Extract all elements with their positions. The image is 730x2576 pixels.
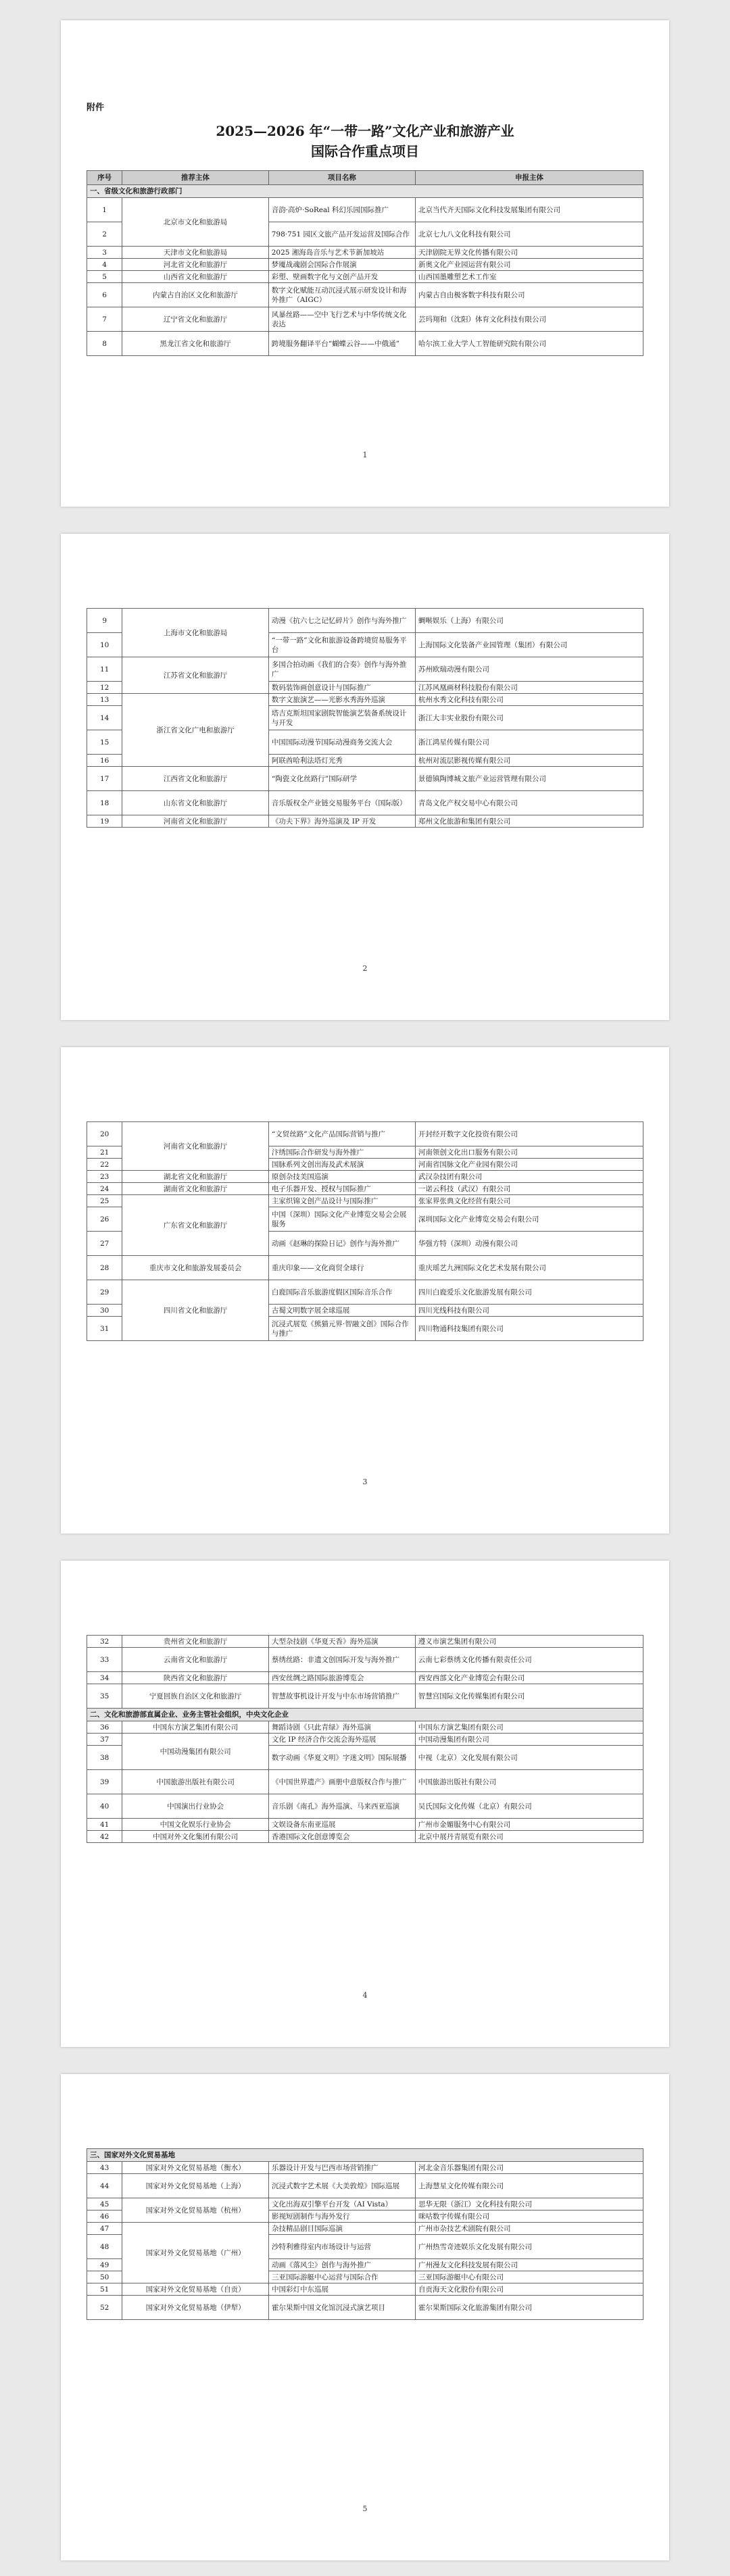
table-body	[87, 1636, 643, 1843]
applicant-cell: 张家界张典文化经营有限公司	[415, 1195, 643, 1207]
applicant-cell: 西安西部文化产业博览会有限公司	[415, 1672, 643, 1684]
project-name-cell: 《功夫下界》海外巡演及 IP 开发	[268, 815, 415, 828]
project-name-cell: 塔吉克斯坦国家剧院智能演艺装备系统设计与开发	[268, 706, 415, 730]
table-row	[87, 198, 643, 222]
applicant-cell: 江苏风凰画材科技股份有限公司	[415, 682, 643, 694]
applicant-cell: 中国东方演艺集团有限公司	[415, 1721, 643, 1734]
table-row	[87, 332, 643, 356]
applicant-cell: 智慧宫国际文化传媒集团有限公司	[415, 1684, 643, 1709]
table-row	[87, 1648, 643, 1672]
table-row	[87, 1831, 643, 1843]
project-name-cell: 2025 湘海岛音乐与艺术节新加坡站	[268, 247, 415, 259]
row-number-cell: 19	[87, 815, 122, 828]
applicant-cell: 四川光线科技有限公司	[415, 1305, 643, 1317]
applicant-cell: 青岛文化产权交易中心有限公司	[415, 791, 643, 815]
row-number-cell: 6	[87, 283, 122, 307]
table-row	[87, 694, 643, 706]
applicant-cell: 北京中展丹青展览有限公司	[415, 1831, 643, 1843]
project-name-cell: 重庆印象——文化商贸全球行	[268, 1256, 415, 1280]
document-page-3	[61, 1047, 669, 1534]
project-name-cell: 动漫《抗六七之记忆碎片》创作与海外推广	[268, 609, 415, 633]
project-name-cell: 主家织锦文创产品设计与国际推广	[268, 1195, 415, 1207]
project-name-cell: 舞蹈诗剧《只此青绿》海外巡演	[268, 1721, 415, 1734]
table-row	[87, 815, 643, 828]
project-name-cell: 798·751 园区文旅产品开发运营及国际合作	[268, 222, 415, 247]
row-number-cell: 52	[87, 2296, 122, 2320]
row-number-cell: 5	[87, 271, 122, 283]
applicant-cell: 中视（北京）文化发展有限公司	[415, 1746, 643, 1770]
project-name-cell: 蔡绣丝路：非遗文创国际开发与海外推广	[268, 1648, 415, 1672]
project-name-cell: 智慧故事机设计开发与中东市场营销推广	[268, 1684, 415, 1709]
table-row	[87, 259, 643, 271]
recommender-cell: 重庆市文化和旅游发展委员会	[122, 1256, 269, 1280]
row-number-cell: 15	[87, 730, 122, 755]
row-number-cell: 39	[87, 1770, 122, 1794]
section-row	[87, 2149, 643, 2162]
recommender-cell: 浙江省文化广电和旅游厅	[122, 694, 269, 767]
applicant-cell: 吴氏国际文化传媒（北京）有限公司	[415, 1794, 643, 1819]
header-applicant: 申报主体	[416, 171, 643, 185]
row-number-cell: 10	[87, 633, 122, 657]
table-row	[87, 247, 643, 259]
recommender-cell: 国家对外文化贸易基地（杭州）	[122, 2198, 269, 2223]
project-name-cell: 音韵·高炉·SoReal 科幻乐园国际推广	[268, 198, 415, 222]
project-name-cell: 西安丝绸之路国际旅游博览会	[268, 1672, 415, 1684]
table-row	[87, 1794, 643, 1819]
row-number-cell: 32	[87, 1636, 122, 1648]
table-row	[87, 2174, 643, 2198]
row-number-cell: 37	[87, 1734, 122, 1746]
page-number: 5	[362, 2504, 368, 2513]
table-row	[87, 1122, 643, 1146]
table-row	[87, 2283, 643, 2296]
row-number-cell: 40	[87, 1794, 122, 1819]
recommender-cell: 中国动漫集团有限公司	[122, 1734, 269, 1770]
applicant-cell: 郑州文化旅游和集团有限公司	[415, 815, 643, 828]
applicant-cell: 内蒙古自由极客数字科技有限公司	[416, 283, 643, 307]
document-page-4	[61, 1561, 669, 2047]
applicant-cell: 遵义市演艺集团有限公司	[415, 1636, 643, 1648]
table-body	[87, 609, 643, 828]
project-name-cell: 古蜀文明数字展全球巡展	[268, 1305, 415, 1317]
applicant-cell: 杭州水秀文化科技有限公司	[415, 694, 643, 706]
recommender-cell: 贵州省文化和旅游厅	[122, 1636, 269, 1648]
row-number-cell: 1	[87, 198, 122, 222]
project-name-cell: 大型杂技剧《华夏天香》海外巡演	[268, 1636, 415, 1648]
table-row	[87, 271, 643, 283]
applicant-cell: 广州市杂技艺术剧院有限公司	[416, 2223, 643, 2235]
recommender-cell: 黑龙江省文化和旅游厅	[122, 332, 268, 356]
recommender-cell: 山东省文化和旅游厅	[122, 791, 269, 815]
recommender-cell: 天津市文化和旅游局	[122, 247, 268, 259]
project-name-cell: 中国彩灯中东巡展	[268, 2283, 415, 2296]
table-body	[87, 1122, 643, 1341]
row-number-cell: 17	[87, 767, 122, 791]
project-name-cell: 数字文化赋能互动沉浸式展示研发设计和海外推广（AIGC）	[268, 283, 415, 307]
project-name-cell: 阿联酋哈利法塔灯光秀	[268, 755, 415, 767]
projects-table-page-5	[87, 2148, 643, 2320]
recommender-cell: 云南省文化和旅游厅	[122, 1648, 269, 1672]
applicant-cell: 哈尔滨工业大学人工智能研究院有限公司	[416, 332, 643, 356]
table-row	[87, 1721, 643, 1734]
recommender-cell: 河南省文化和旅游厅	[122, 1122, 269, 1171]
section-heading: 三、国家对外文化贸易基地	[87, 2149, 643, 2162]
row-number-cell: 36	[87, 1721, 122, 1734]
row-number-cell: 34	[87, 1672, 122, 1684]
recommender-cell: 湖南省文化和旅游厅	[122, 1183, 269, 1195]
table-row	[87, 283, 643, 307]
row-number-cell: 22	[87, 1159, 122, 1171]
table-row	[87, 2223, 643, 2235]
table-header-row	[87, 171, 643, 185]
applicant-cell: 四川物通科技集团有限公司	[415, 1317, 643, 1341]
project-name-cell: 原创杂技美国巡演	[268, 1171, 415, 1183]
project-name-cell: 数字动画《华夏文明》字迷文明》国际展播	[268, 1746, 415, 1770]
project-name-cell: 沉浸式数字艺术展《大美敦煌》国际巡展	[268, 2174, 415, 2198]
project-name-cell: 沉浸式展览《熊猫元界·智融文创》国际合作与推广	[268, 1317, 415, 1341]
recommender-cell: 四川省文化和旅游厅	[122, 1280, 269, 1341]
applicant-cell: 杭州对流层影视传媒有限公司	[415, 755, 643, 767]
recommender-cell: 国家对外文化贸易基地（上海）	[122, 2174, 269, 2198]
row-number-cell: 7	[87, 307, 122, 332]
row-number-cell: 46	[87, 2211, 122, 2223]
projects-table-page-3	[87, 1121, 643, 1341]
recommender-cell: 湖北省文化和旅游厅	[122, 1171, 269, 1183]
applicant-cell: 深圳国际文化产业博览交易会有限公司	[415, 1207, 643, 1232]
applicant-cell: 北京七九八文化科技有限公司	[416, 222, 643, 247]
project-name-cell: 跨境服务翻译平台“蝴蝶云谷——中俄通”	[268, 332, 415, 356]
recommender-cell: 国家对外文化贸易基地（伊犁）	[122, 2296, 269, 2320]
project-name-cell: 三亚国际游艇中心运营与国际合作	[268, 2271, 415, 2283]
table-row	[87, 1171, 643, 1183]
project-name-cell: 数字文旅演艺——光影水秀海外巡演	[268, 694, 415, 706]
row-number-cell: 44	[87, 2174, 122, 2198]
table-row	[87, 1183, 643, 1195]
applicant-cell: 北京当代齐天国际文化科技发展集团有限公司	[416, 198, 643, 222]
recommender-cell: 北京市文化和旅游局	[122, 198, 268, 247]
recommender-cell: 中国演出行业协会	[122, 1794, 269, 1819]
page-number: 1	[362, 451, 368, 459]
project-name-cell: 霍尔果斯中国文化馆沉浸式演艺项目	[268, 2296, 415, 2320]
project-name-cell: “一带一路”文化和旅游设备跨境贸易服务平台	[268, 633, 415, 657]
row-number-cell: 31	[87, 1317, 122, 1341]
projects-table-page-1	[87, 170, 643, 356]
section-row	[87, 185, 643, 198]
project-name-cell: 文化 IP 经济合作交流会海外巡展	[268, 1734, 415, 1746]
project-name-cell: 数码装饰画创意设计与国际推广	[268, 682, 415, 694]
project-name-cell: “文贸丝路”文化产品国际营销与推广	[268, 1122, 415, 1146]
table-row	[87, 307, 643, 332]
applicant-cell: 四川白鹿爱乐文化旅游发展有限公司	[415, 1280, 643, 1305]
applicant-cell: 河北金音乐器集团有限公司	[416, 2162, 643, 2174]
table-row	[87, 2198, 643, 2211]
project-name-cell: 影视短剧制作与海外发行	[268, 2211, 415, 2223]
row-number-cell: 16	[87, 755, 122, 767]
row-number-cell: 23	[87, 1171, 122, 1183]
document-page-1	[61, 20, 669, 507]
section-heading: 一、省级文化和旅游行政部门	[87, 185, 643, 198]
recommender-cell: 中国对外文化集团有限公司	[122, 1831, 269, 1843]
applicant-cell: 云南七彩蔡绣文化传播有限责任公司	[415, 1648, 643, 1672]
project-name-cell: 文化出海双引擎平台开发（AI Vista）	[268, 2198, 415, 2211]
table-row	[87, 1636, 643, 1648]
applicant-cell: 咪咕数字传媒有限公司	[416, 2211, 643, 2223]
row-number-cell: 49	[87, 2259, 122, 2271]
project-name-cell: 音乐版权全产业链交易服务平台（国际版）	[268, 791, 415, 815]
row-number-cell: 13	[87, 694, 122, 706]
table-row	[87, 2162, 643, 2174]
document-page-2	[61, 534, 669, 1020]
project-name-cell: 文娱设备东南亚巡展	[268, 1819, 415, 1831]
applicant-cell: 上海国际文化装备产业园管理（集团）有限公司	[415, 633, 643, 657]
project-name-cell: 国脉系列文创出海及武术展演	[268, 1159, 415, 1171]
project-name-cell: 动画《赵琳的探险日记》创作与海外推广	[268, 1232, 415, 1256]
project-name-cell: 汴绣国际合作研发与海外推广	[268, 1146, 415, 1159]
row-number-cell: 28	[87, 1256, 122, 1280]
row-number-cell: 24	[87, 1183, 122, 1195]
applicant-cell: 河南领创文化出口服务有限公司	[415, 1146, 643, 1159]
row-number-cell: 26	[87, 1207, 122, 1232]
row-number-cell: 51	[87, 2283, 122, 2296]
applicant-cell: 河南省国脉文化产业园有限公司	[415, 1159, 643, 1171]
table-row	[87, 1684, 643, 1709]
row-number-cell: 21	[87, 1146, 122, 1159]
project-name-cell: 沙特利雅得室内市场设计与运营	[268, 2235, 415, 2259]
row-number-cell: 41	[87, 1819, 122, 1831]
recommender-cell: 陕西省文化和旅游厅	[122, 1672, 269, 1684]
row-number-cell: 42	[87, 1831, 122, 1843]
recommender-cell: 河北省文化和旅游厅	[122, 259, 268, 271]
row-number-cell: 8	[87, 332, 122, 356]
table-row	[87, 1195, 643, 1207]
recommender-cell: 内蒙古自治区文化和旅游厅	[122, 283, 268, 307]
row-number-cell: 18	[87, 791, 122, 815]
applicant-cell: 一诺云科技（武汉）有限公司	[415, 1183, 643, 1195]
applicant-cell: 景德镇陶博城文旅产业运营管理有限公司	[415, 767, 643, 791]
row-number-cell: 30	[87, 1305, 122, 1317]
project-name-cell: 中国国际动漫节国际动漫商务交流大会	[268, 730, 415, 755]
table-row	[87, 791, 643, 815]
applicant-cell: 蜩啭娱乐（上海）有限公司	[415, 609, 643, 633]
section-row	[87, 1709, 643, 1721]
project-name-cell: 电子乐器开发、授权与国际推广	[268, 1183, 415, 1195]
section-heading: 二、文化和旅游部直属企业、业务主管社会组织，中央文化企业	[87, 1709, 643, 1721]
recommender-cell: 江苏省文化和旅游厅	[122, 657, 269, 694]
page-number: 4	[362, 1991, 368, 2000]
project-name-cell: 动画《落风尘》创作与海外推广	[268, 2259, 415, 2271]
project-name-cell: 《中国世界遗产》画册中意版权合作与推广	[268, 1770, 415, 1794]
table-body	[87, 185, 643, 356]
recommender-cell: 中国文化娱乐行业协会	[122, 1819, 269, 1831]
applicant-cell: 中国旅游出版社有限公司	[415, 1770, 643, 1794]
project-name-cell: 杂技精品剧目国际巡演	[268, 2223, 415, 2235]
row-number-cell: 43	[87, 2162, 122, 2174]
recommender-cell: 上海市文化和旅游局	[122, 609, 269, 657]
row-number-cell: 50	[87, 2271, 122, 2283]
applicant-cell: 浙江鸿星传媒有限公司	[415, 730, 643, 755]
recommender-cell: 广东省文化和旅游厅	[122, 1195, 269, 1256]
applicant-cell: 广州漫友文化科技发展有限公司	[416, 2259, 643, 2271]
recommender-cell: 江西省文化和旅游厅	[122, 767, 269, 791]
header-no: 序号	[87, 171, 122, 185]
applicant-cell: 天津剧院无界文化传播有限公司	[416, 247, 643, 259]
table-row	[87, 1734, 643, 1746]
applicant-cell: 广州市金媚服务中心有限公司	[415, 1819, 643, 1831]
table-row	[87, 609, 643, 633]
applicant-cell: 华强方特（深圳）动漫有限公司	[415, 1232, 643, 1256]
applicant-cell: 山西国墨雕塑艺术工作室	[416, 271, 643, 283]
row-number-cell: 47	[87, 2223, 122, 2235]
project-name-cell: 中国（深圳）国际文化产业博览交易会会展服务	[268, 1207, 415, 1232]
recommender-cell: 山西省文化和旅游厅	[122, 271, 268, 283]
recommender-cell: 中国旅游出版社有限公司	[122, 1770, 269, 1794]
project-name-cell: 彩塑、壁画数字化与文创产品开发	[268, 271, 415, 283]
row-number-cell: 29	[87, 1280, 122, 1305]
table-row	[87, 657, 643, 682]
table-row	[87, 1672, 643, 1684]
applicant-cell: 开封经开数字文化投资有限公司	[415, 1122, 643, 1146]
projects-table-page-4	[87, 1635, 643, 1843]
applicant-cell: 广州热雪奇迹娱乐文化发展有限公司	[416, 2235, 643, 2259]
recommender-cell: 辽宁省文化和旅游厅	[122, 307, 268, 332]
applicant-cell: 上海慧星文化传媒有限公司	[416, 2174, 643, 2198]
applicant-cell: 三亚国际游艇中心有限公司	[416, 2271, 643, 2283]
project-name-cell: 乐器设计开发与巴西市场营销推广	[268, 2162, 415, 2174]
row-number-cell: 3	[87, 247, 122, 259]
project-name-cell: 音乐剧《南孔》海外巡演、马来西亚巡演	[268, 1794, 415, 1819]
row-number-cell: 11	[87, 657, 122, 682]
table-row	[87, 2296, 643, 2320]
row-number-cell: 2	[87, 222, 122, 247]
applicant-cell: 苏州欧瑞动漫有限公司	[415, 657, 643, 682]
recommender-cell: 河南省文化和旅游厅	[122, 815, 269, 828]
applicant-cell: 霍尔果斯国际文化旅游集团有限公司	[416, 2296, 643, 2320]
applicant-cell: 武汉杂技团有限公司	[415, 1171, 643, 1183]
row-number-cell: 27	[87, 1232, 122, 1256]
table-row	[87, 767, 643, 791]
applicant-cell: 芸玛翔和（沈阳）体育文化科技有限公司	[416, 307, 643, 332]
table-row	[87, 1819, 643, 1831]
page-number: 3	[362, 1478, 368, 1486]
applicant-cell: 中国动漫集团有限公司	[415, 1734, 643, 1746]
table-row	[87, 1280, 643, 1305]
project-name-cell: 梦魇战魂剧会国际合作展演	[268, 259, 415, 271]
row-number-cell: 38	[87, 1746, 122, 1770]
table-row	[87, 1256, 643, 1280]
row-number-cell: 25	[87, 1195, 122, 1207]
document-title-line1: 2025—2026 年“一带一路”文化产业和旅游产业	[216, 123, 514, 139]
recommender-cell: 国家对外文化贸易基地（广州）	[122, 2223, 269, 2283]
applicant-cell: 自贡海天文化股份有限公司	[416, 2283, 643, 2296]
row-number-cell: 45	[87, 2198, 122, 2211]
row-number-cell: 35	[87, 1684, 122, 1709]
document-title-line2: 国际合作重点项目	[311, 143, 419, 159]
header-recommender: 推荐主体	[122, 171, 268, 185]
project-name-cell: 白鹿国际音乐旅游度假区国际音乐合作	[268, 1280, 415, 1305]
recommender-cell: 中国东方演艺集团有限公司	[122, 1721, 269, 1734]
recommender-cell: 国家对外文化贸易基地（自贡）	[122, 2283, 269, 2296]
applicant-cell: 浙江大丰实业股份有限公司	[415, 706, 643, 730]
applicant-cell: 重庆瑶艺九洲国际文化艺术发展有限公司	[415, 1256, 643, 1280]
row-number-cell: 12	[87, 682, 122, 694]
projects-table-page-2	[87, 608, 643, 828]
row-number-cell: 4	[87, 259, 122, 271]
row-number-cell: 20	[87, 1122, 122, 1146]
recommender-cell: 宁夏回族自治区文化和旅游厅	[122, 1684, 269, 1709]
row-number-cell: 48	[87, 2235, 122, 2259]
table-row	[87, 1770, 643, 1794]
applicant-cell: 思华无限（浙江）文化科技有限公司	[416, 2198, 643, 2211]
row-number-cell: 33	[87, 1648, 122, 1672]
page-number: 2	[362, 964, 368, 973]
project-name-cell: 多国合拍动画《我们的合奏》创作与海外推广	[268, 657, 415, 682]
applicant-cell: 新奥文化产业园运营有限公司	[416, 259, 643, 271]
project-name-cell: 风暴丝路——空中飞行艺术与中华传统文化表达	[268, 307, 415, 332]
attachment-label: 附件	[87, 103, 105, 113]
recommender-cell: 国家对外文化贸易基地（衡水）	[122, 2162, 269, 2174]
header-project: 项目名称	[268, 171, 415, 185]
project-name-cell: 香港国际文化创意博览会	[268, 1831, 415, 1843]
table-body	[87, 2149, 643, 2320]
row-number-cell: 9	[87, 609, 122, 633]
row-number-cell: 14	[87, 706, 122, 730]
document-page-5	[61, 2074, 669, 2560]
project-name-cell: “陶瓷文化丝路行”国际研学	[268, 767, 415, 791]
